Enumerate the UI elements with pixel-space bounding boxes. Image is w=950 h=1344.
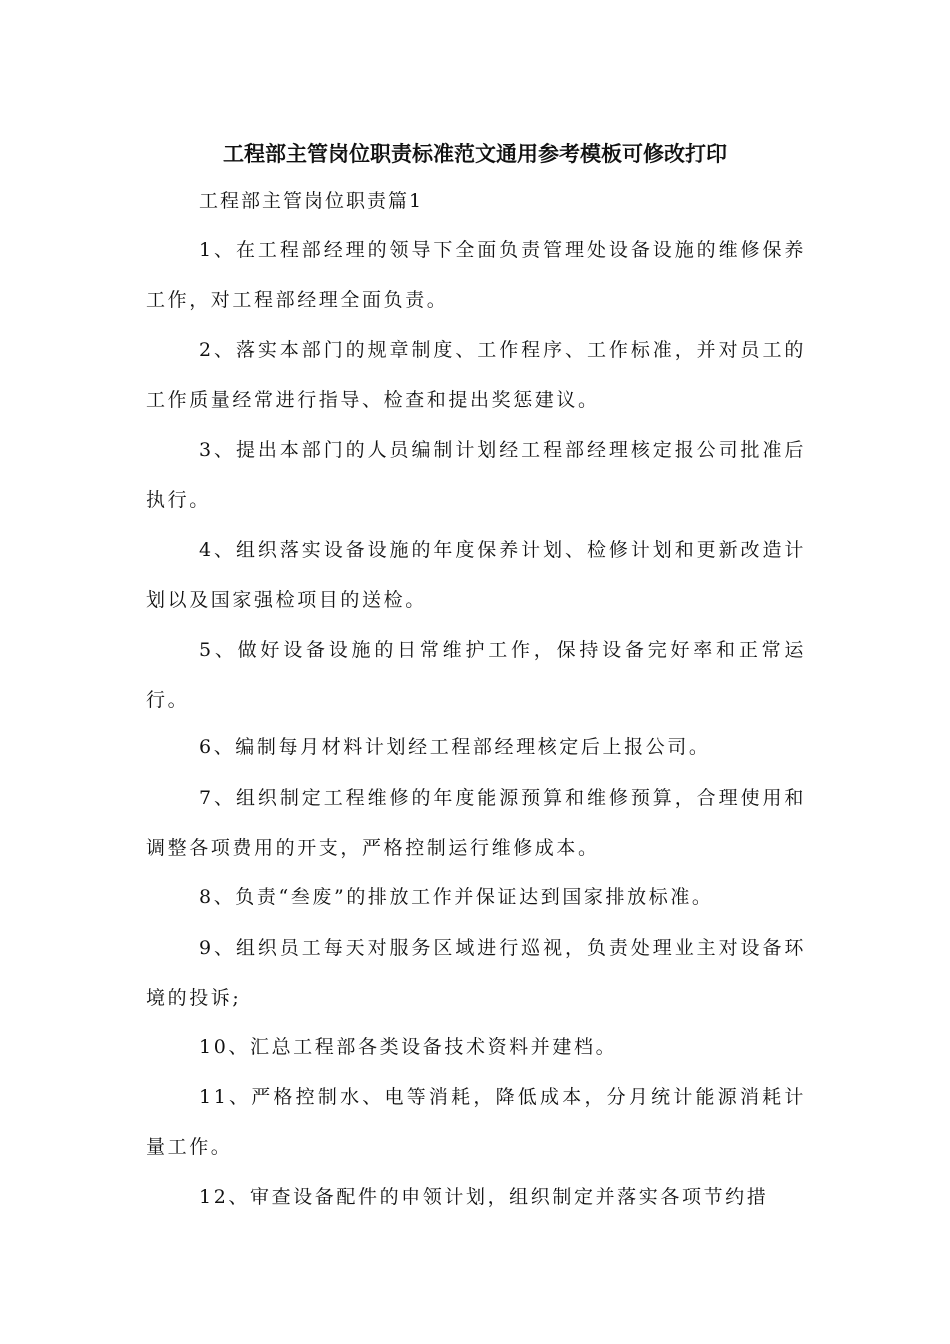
paragraph-8: 8、负责“叁废”的排放工作并保证达到国家排放标准。 [199, 886, 714, 908]
paragraph-1: 1、在工程部经理的领导下全面负责管理处设备设施的维修保养工作，对工程部经理全面负责。 [146, 239, 806, 311]
paragraph-9: 9、组织员工每天对服务区域进行巡视，负责处理业主对设备环境的投诉; [146, 937, 806, 1009]
document-title: 工程部主管岗位职责标准范文通用参考模板可修改打印 [223, 142, 727, 166]
paragraph-7: 7、组织制定工程维修的年度能源预算和维修预算，合理使用和调整各项费用的开支，严格控制运行维修成本。 [146, 787, 806, 859]
paragraph-10: 10、汇总工程部各类设备技术资料并建档。 [199, 1036, 618, 1058]
paragraph-6: 6、编制每月材料计划经工程部经理核定后上报公司。 [199, 736, 711, 758]
paragraph-12: 12、审查设备配件的申领计划，组织制定并落实各项节约措 [199, 1186, 769, 1208]
paragraph-4: 4、组织落实设备设施的年度保养计划、检修计划和更新改造计划以及国家强检项目的送检。 [146, 539, 806, 611]
paragraph-11: 11、严格控制水、电等消耗，降低成本，分月统计能源消耗计量工作。 [146, 1086, 806, 1158]
paragraph-3: 3、提出本部门的人员编制计划经工程部经理核定报公司批准后执行。 [146, 439, 806, 511]
section-heading: 工程部主管岗位职责篇1 [199, 190, 424, 212]
paragraph-2: 2、落实本部门的规章制度、工作程序、工作标准，并对员工的工作质量经常进行指导、检查和提出奖惩建议。 [146, 339, 806, 411]
paragraph-5: 5、做好设备设施的日常维护工作，保持设备完好率和正常运行。 [146, 639, 806, 711]
